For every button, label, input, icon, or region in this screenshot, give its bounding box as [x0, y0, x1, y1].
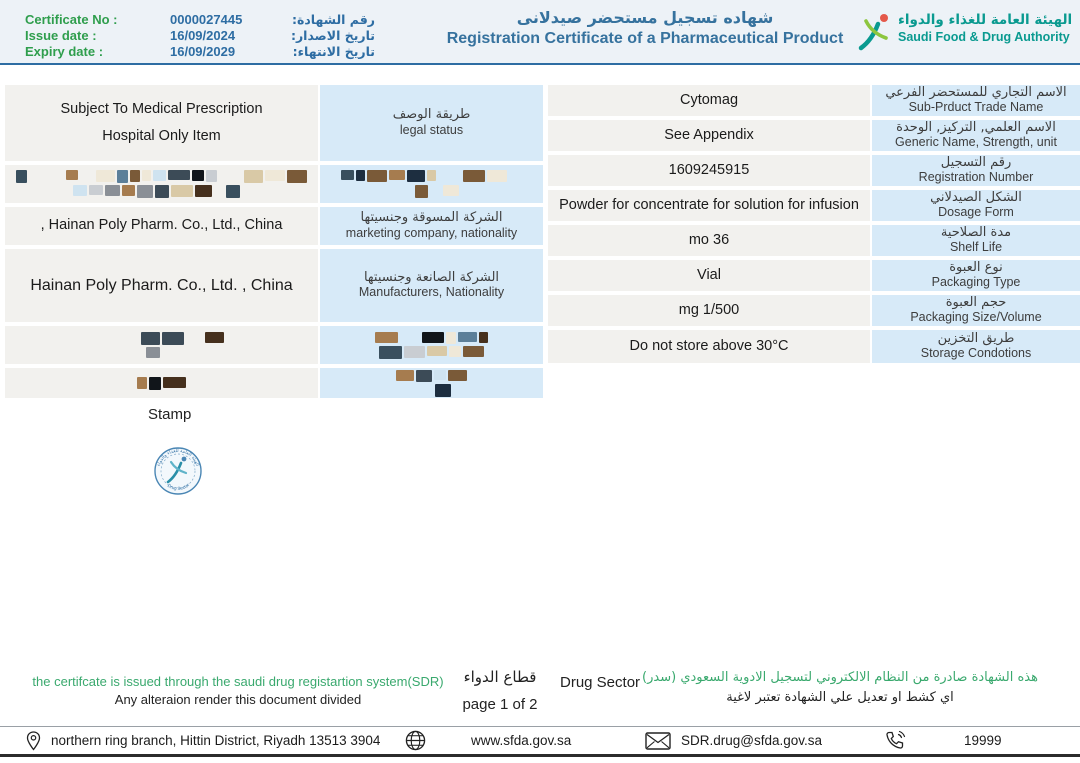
- footer-email-text: SDR.drug@sfda.gov.sa: [681, 733, 823, 748]
- field-label-redacted: [320, 368, 543, 398]
- field-value: [548, 120, 870, 151]
- generic-name-value: See Appendix: [664, 126, 754, 143]
- issue-date-value: 16/09/2024: [170, 28, 236, 43]
- phone-icon: [884, 730, 906, 752]
- expiry-date-label: Expiry date :: [25, 44, 104, 59]
- field-label-english: Packaging Type: [931, 275, 1021, 290]
- field-value: [548, 330, 870, 363]
- shelf-life-value: mo 36: [688, 231, 730, 248]
- sdr-issuance-note-arabic: هذه الشهادة صادرة من النظام الالكتروني لتسجيل الادوية السعودي (سدر): [642, 670, 1038, 685]
- stamp-label: Stamp: [148, 406, 192, 423]
- sdr-issuance-note-english: the certifcate is issued through the saudi drug registartion system(SDR): [32, 674, 444, 689]
- table-row-packaging-size: [548, 295, 1080, 326]
- marketing-company-value: , Hainan Poly Pharm. Co., Ltd., China: [40, 217, 283, 234]
- field-label-english: marketing company, nationality: [345, 225, 518, 240]
- page-bottom-rule: [0, 754, 1080, 757]
- expiry-date-label-ar: تاريخ الانتهاء:: [292, 44, 375, 59]
- table-row-shelf-life: [548, 225, 1080, 256]
- field-label-arabic: الاسم العلمي, التركيز, الوحدة: [896, 119, 1056, 135]
- field-label-arabic: حجم العبوة: [945, 294, 1007, 310]
- field-label-english: Generic Name, Strength, unit: [895, 135, 1057, 150]
- table-row-registration-number: [548, 155, 1080, 186]
- field-label-arabic: طريقة الوصف: [392, 107, 471, 123]
- table-row-dosage-form: [548, 190, 1080, 221]
- table-row-trade-name: [548, 85, 1080, 116]
- sfda-name-english: Saudi Food & Drug Authority: [898, 30, 1070, 44]
- field-value: [548, 190, 870, 221]
- redaction-mosaic: [367, 330, 497, 360]
- certificate-no-label: Certificate No :: [25, 12, 118, 27]
- field-label: [872, 225, 1080, 256]
- table-row-storage-conditions: [548, 330, 1080, 363]
- drug-sector-arabic: قطاع الدواء: [463, 668, 537, 686]
- field-label-english: Registration Number: [918, 170, 1034, 185]
- trade-name-value: Cytomag: [679, 91, 739, 108]
- header-divider: [0, 63, 1080, 65]
- field-label-arabic: طريق التخزين: [937, 330, 1015, 346]
- page-number: page 1 of 2: [462, 696, 538, 713]
- field-label-english: Manufacturers, Nationality: [358, 285, 505, 300]
- issue-date-label-ar: تاريخ الاصدار:: [290, 28, 375, 43]
- field-label: [872, 120, 1080, 151]
- field-value-redacted: [5, 368, 318, 398]
- sfda-figure-icon: [856, 10, 894, 52]
- field-value: [5, 249, 318, 322]
- certificate-no-value: 0000027445: [170, 12, 243, 27]
- header-band: [0, 0, 1080, 63]
- expiry-date-value: 16/09/2029: [170, 44, 236, 59]
- certificate-no-label-ar: رقم الشهادة:: [292, 12, 375, 27]
- field-label: [872, 190, 1080, 221]
- redaction-mosaic: [14, 168, 309, 200]
- field-label-arabic: الشكل الصيدلاني: [930, 189, 1022, 205]
- redaction-mosaic: [132, 376, 192, 390]
- field-label-redacted: [320, 165, 543, 203]
- field-label: [320, 249, 543, 322]
- field-label: [320, 85, 543, 161]
- footer-phone: [884, 727, 1002, 754]
- document-title-english: Registration Certificate of a Pharmaceutical Product: [446, 30, 844, 47]
- field-label: [872, 85, 1080, 116]
- table-row-redacted: [0, 326, 545, 364]
- stamp-ring-bottom-text: Drug Sector: [166, 482, 191, 492]
- field-value: [548, 295, 870, 326]
- field-value: [5, 207, 318, 245]
- field-label: [872, 295, 1080, 326]
- field-label: [872, 260, 1080, 291]
- globe-icon: [405, 730, 426, 751]
- stamp-ring-top-text: الهيئة العامة للغذاء والدواء: [156, 448, 200, 467]
- storage-conditions-value: Do not store above 30°C: [629, 337, 789, 354]
- field-value: [548, 225, 870, 256]
- field-label-arabic: الشركة الصانعة وجنسيتها: [363, 269, 500, 285]
- footer-phone-text: 19999: [964, 733, 1002, 748]
- sfda-name-arabic: الهيئة العامة للغذاء والدواء: [898, 12, 1073, 28]
- field-value-redacted: [5, 326, 318, 364]
- field-label-english: Packaging Size/Volume: [910, 310, 1042, 325]
- issue-date-label: Issue date :: [25, 28, 97, 43]
- sfda-logo-text: [898, 12, 1072, 44]
- footer-website-text: www.sfda.gov.sa: [471, 733, 572, 748]
- table-row-redacted: [0, 165, 545, 203]
- field-label-arabic: الشركة المسوقة وجنسيتها: [360, 210, 503, 226]
- table-row-legal-status: [0, 85, 545, 161]
- field-label: [872, 330, 1080, 363]
- alteration-note-arabic: اي كشط او تعديل علي الشهادة تعتبر لاغية: [726, 690, 954, 705]
- table-row-manufacturer: [0, 249, 545, 322]
- field-label-english: Shelf Life: [949, 240, 1003, 255]
- table-row-generic-name: [548, 120, 1080, 151]
- redaction-mosaic: [339, 168, 524, 200]
- field-label-arabic: مدة الصلاحية: [940, 224, 1012, 240]
- redaction-mosaic: [394, 371, 469, 395]
- field-label: [872, 155, 1080, 186]
- field-label-arabic: الاسم التجاري للمستحضر الفرعي: [885, 84, 1067, 100]
- field-label-english: legal status: [399, 122, 464, 137]
- legal-status-value-line2: Hospital Only Item: [102, 127, 221, 144]
- field-label-english: Sub-Prduct Trade Name: [908, 100, 1044, 115]
- packaging-size-value: mg 1/500: [678, 301, 740, 318]
- table-row-marketing-company: [0, 207, 545, 245]
- manufacturer-value: Hainan Poly Pharm. Co., Ltd. , China: [30, 276, 293, 294]
- redaction-mosaic: [97, 337, 227, 353]
- dosage-form-value: Powder for concentrate for solution for infusion: [559, 196, 859, 213]
- field-label-arabic: رقم التسجيل: [940, 154, 1012, 170]
- footer-address-text: northern ring branch, Hittin District, Riyadh 13513 3904: [51, 733, 381, 748]
- table-row-redacted: [0, 368, 545, 398]
- field-value: [548, 155, 870, 186]
- field-label-arabic: نوع العبوة: [949, 259, 1003, 275]
- table-row-packaging-type: [548, 260, 1080, 291]
- envelope-icon: [645, 732, 671, 750]
- document-title-arabic: شهاده تسجيل مستحضر صيدلانى: [516, 8, 774, 27]
- field-value-redacted: [5, 165, 318, 203]
- footer-email: [645, 727, 822, 754]
- footer-address: [26, 727, 380, 754]
- drug-sector-english: Drug Sector: [560, 674, 641, 691]
- field-label-redacted: [320, 326, 543, 364]
- field-value: [5, 85, 318, 161]
- field-value: [548, 260, 870, 291]
- drug-sector-stamp: [150, 441, 206, 501]
- field-value: [548, 85, 870, 116]
- packaging-type-value: Vial: [697, 266, 721, 283]
- alteration-note-english: Any alteraion render this document divided: [114, 692, 362, 707]
- field-label: [320, 207, 543, 245]
- document-title: [430, 8, 860, 48]
- sfda-logo: [856, 10, 1076, 57]
- field-label-english: Storage Condotions: [920, 346, 1032, 361]
- field-label-english: Dosage Form: [938, 205, 1014, 220]
- legal-status-value-line1: Subject To Medical Prescription: [60, 101, 263, 118]
- location-pin-icon: [26, 731, 41, 751]
- footer-website: [405, 727, 571, 754]
- registration-number-value: 1609245915: [668, 161, 750, 178]
